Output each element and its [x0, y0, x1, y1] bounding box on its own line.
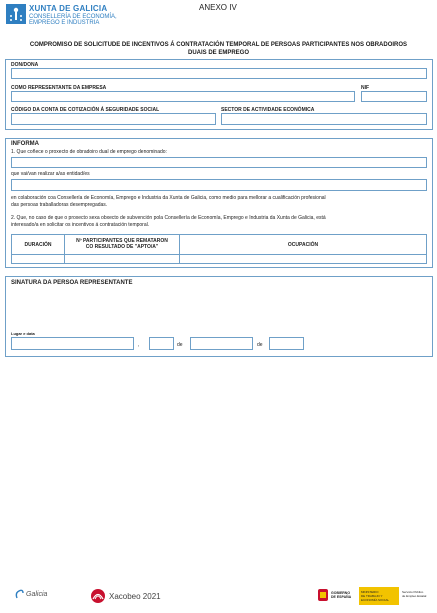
representative-label: COMO REPRESENTANTE DA EMPRESA [11, 85, 107, 91]
participants-table [11, 234, 427, 264]
gov-line2: DE ESPAÑA [331, 595, 352, 599]
informa-title: INFORMA [11, 141, 39, 147]
xunta-shield-icon [6, 4, 26, 24]
ccc-field[interactable] [11, 113, 216, 125]
table-header-participants-line1: Nº PARTICIPANTES QUE REMATARON [76, 238, 168, 244]
month-field[interactable] [190, 337, 253, 350]
annex-label: ANEXO IV [199, 3, 237, 12]
logo-line3: EMPREGO E INDUSTRIA [29, 20, 100, 26]
place-field[interactable] [11, 337, 134, 350]
nif-field[interactable] [361, 91, 427, 102]
informa-q1c-line2: das persoas traballadoras desempregadas. [11, 202, 108, 208]
sepe-line2: de Empleo Estatal [402, 594, 427, 598]
don-dona-field[interactable] [11, 68, 427, 79]
table-header-duration: DURACIÓN [24, 242, 52, 248]
xacobeo-scallop-icon [90, 588, 106, 604]
footer-logo-galicia [15, 588, 47, 600]
ministry-line1: MINISTERIO [361, 590, 379, 594]
galicia-swirl-icon [15, 588, 25, 600]
sepe-text [402, 590, 426, 598]
logo-line2: CONSELLERÍA DE ECONOMÍA, [29, 14, 117, 20]
xunta-logo [6, 4, 26, 24]
informa-q1b: que vai/van realizar a/as entidad/es [11, 171, 90, 177]
project-name-field[interactable] [11, 157, 427, 168]
footer-logo-government [317, 587, 351, 603]
table-cell-occupation[interactable] [180, 255, 426, 263]
informa-q1c-line1: en colaboración coa Consellería de Economía, Emprego e Industria da Xunta de Galicia, como medio para mellorar a cualificación profesional [11, 195, 326, 201]
xacobeo-wordmark: Xacobeo 2021 [109, 591, 161, 601]
ccc-label: CÓDIGO DA CONTA DE COTIZACIÓN Á SEGURIDADE SOCIAL [11, 107, 160, 113]
sepe-line1: Servicio Público [402, 590, 424, 594]
form-title-line2: DUAIS DE EMPREGO [187, 50, 249, 56]
representative-field[interactable] [11, 91, 355, 102]
place-date-label: Lugar e data [11, 331, 35, 336]
signature-title: SINATURA DA PERSOA REPRESENTANTE [11, 280, 133, 286]
ministry-line2: DE TRABAJO Y ECONOMÍA SOCIAL [361, 594, 390, 602]
galicia-wordmark: Galicia [26, 590, 48, 598]
spain-coat-of-arms-icon [317, 587, 329, 603]
informa-q2-line2: interesado/a en solicitar os incentivos á contratación temporal. [11, 222, 150, 228]
place-comma: , [138, 342, 140, 348]
year-field[interactable] [269, 337, 304, 350]
informa-q2-line1: 2. Que, no caso de que o proxecto sexa obxecto de subvención pola Consellería de Economía, Emprego e Industria da Xunta de Galicia, está [11, 215, 326, 221]
sector-label: SECTOR DE ACTIVIDADE ECONÓMICA [221, 107, 315, 113]
gov-text [331, 591, 351, 600]
footer-logo-xacobeo [90, 588, 161, 604]
nif-label: NIF [361, 85, 370, 91]
ministry-text [361, 590, 397, 602]
form-title [0, 41, 437, 57]
form-title-line1: COMPROMISO DE SOLICITUDE DE INCENTIVOS Á CONTRATACIÓN TEMPORAL DE PERSOAS PARTICIPANTES NOS OBRADOIROS [29, 42, 408, 48]
don-dona-label: DON/DONA [11, 62, 39, 68]
xunta-logo-text [29, 4, 117, 26]
table-header-occupation: OCUPACIÓN [287, 242, 319, 248]
de-label-1: de [177, 342, 183, 348]
table-header-participants [65, 238, 179, 250]
entities-field[interactable] [11, 179, 427, 191]
table-header-participants-line2: CO RESULTADO DE "APTO/A" [85, 244, 159, 250]
sector-field[interactable] [221, 113, 427, 125]
informa-q2 [11, 215, 431, 229]
logo-line1: XUNTA DE GALICIA [29, 4, 108, 13]
table-cell-participants[interactable] [65, 255, 179, 263]
informa-q1: 1. Que coñece o proxecto de obradoiro dual de emprego denominado: [11, 149, 167, 155]
table-cell-duration[interactable] [12, 255, 64, 263]
de-label-2: de [257, 342, 263, 348]
gov-line1: GOBIERNO [331, 590, 351, 595]
informa-q1c [11, 195, 431, 209]
day-field[interactable] [149, 337, 174, 350]
